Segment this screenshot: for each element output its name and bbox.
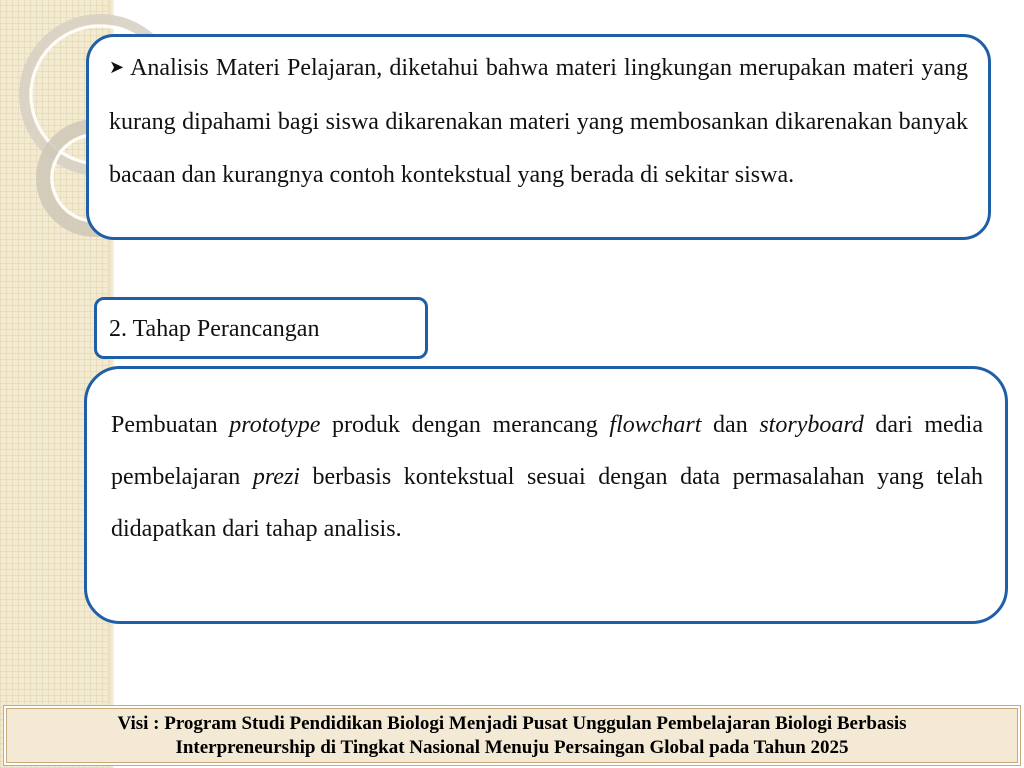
vision-line-1: Visi : Program Studi Pendidikan Biologi Menjadi Pusat Unggulan Pembelajaran Biologi Berbasis [117,713,907,734]
design-text-1: Pembuatan [111,412,230,438]
term-flowchart: flowchart [609,412,702,438]
term-prototype: prototype [229,412,321,438]
vision-footer [3,705,1021,766]
design-paragraph [111,399,983,555]
design-text-2: produk dengan merancang [320,412,610,438]
design-box [84,366,1008,624]
stage-heading-box [94,297,428,359]
design-text-4: dari media pembelajaran [111,412,983,490]
design-text-3: dan [701,412,760,438]
term-prezi: prezi [252,464,300,490]
stage-heading: 2. Tahap Perancangan [109,316,320,342]
arrowhead-bullet-icon: ➤ [109,57,125,78]
term-storyboard: storyboard [759,412,864,438]
analysis-paragraph [109,42,968,202]
vision-line-2: Interpreneurship di Tingkat Nasional Menuju Persaingan Global pada Tahun 2025 [175,737,849,758]
design-text-5: berbasis kontekstual sesuai dengan data permasalahan yang telah didapatkan dari tahap analisis. [111,464,983,542]
analysis-text: Analisis Materi Pelajaran, diketahui bahwa materi lingkungan merupakan materi yang kurang dipahami bagi siswa dikarenakan materi yang membosankan dikarenakan banyak bacaan dan kurangnya contoh kontekstual yang berada di sekitar siswa. [109,55,968,188]
analysis-box [86,34,991,240]
